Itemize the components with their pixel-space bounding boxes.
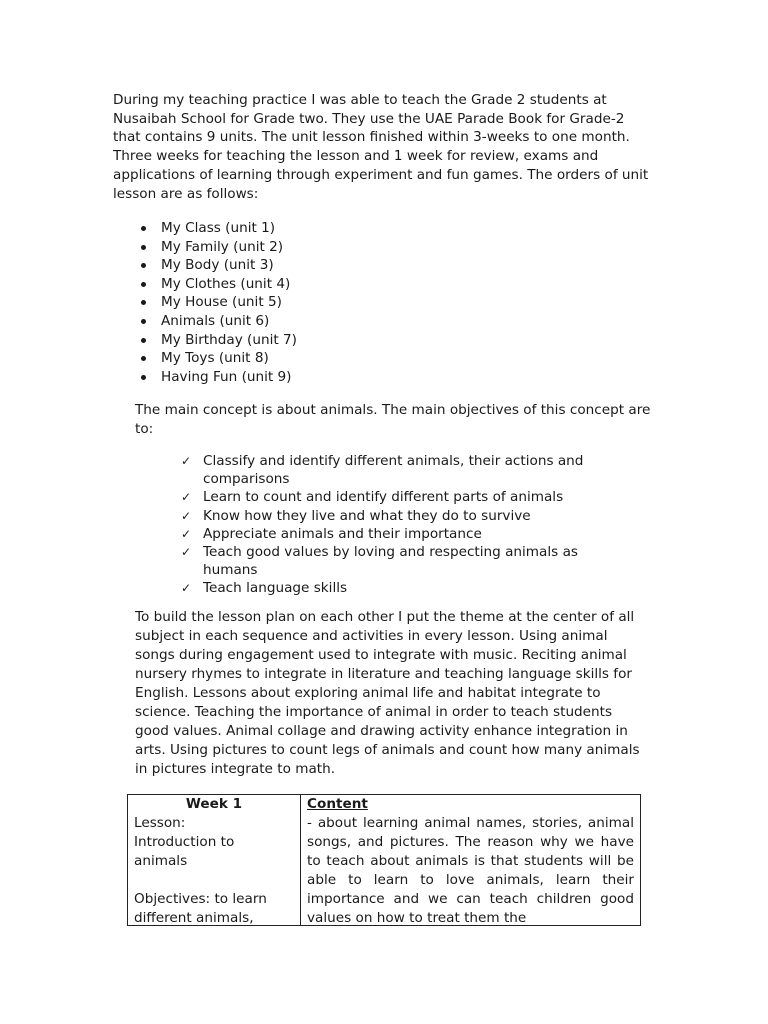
lesson-column	[128, 795, 301, 925]
objective-text: Teach language skills	[203, 580, 348, 597]
objective-text: Know how they live and what they do to survive	[203, 507, 531, 524]
unit-item: My Birthday (unit 7)	[137, 331, 297, 350]
objectives-line: Objectives: to learn	[134, 891, 267, 907]
integration-paragraph: To build the lesson plan on each other I put the theme at the center of all subject in each sequence and activities in every lesson. Using animal songs during engagement used to integrate with music. Reciting animal nursery rhymes to integrate in literature and teaching language skills for English. Lessons about exploring animal life and habitat integrate to science. Teaching the importance of animal in order to teach students good values. Animal collage and drawing activity enhance integration in arts. Using pictures to count legs of animals and count how many animals in pictures integrate to math.	[135, 609, 640, 777]
objective-item	[181, 525, 631, 543]
unit-item: My House (unit 5)	[137, 293, 297, 312]
unit-list	[137, 219, 297, 386]
objective-item	[181, 579, 631, 597]
concept-paragraph: The main concept is about animals. The main objectives of this concept are to:	[135, 402, 651, 437]
objective-text: Learn to count and identify different parts of animals	[203, 489, 564, 506]
unit-item: Having Fun (unit 9)	[137, 368, 297, 387]
objective-list	[181, 452, 631, 598]
checkmark-icon: ✓	[181, 545, 192, 560]
checkmark-icon: ✓	[181, 454, 192, 468]
objective-text: Teach good values by loving and respecting animals as humans	[203, 544, 578, 579]
lesson-title-line: animals	[134, 853, 188, 869]
content-column	[301, 795, 640, 925]
objectives-line: different animals,	[134, 910, 254, 926]
week-table	[127, 794, 641, 926]
unit-item: My Toys (unit 8)	[137, 349, 297, 368]
objective-item	[181, 507, 631, 525]
unit-item: My Clothes (unit 4)	[137, 275, 297, 294]
checkmark-icon: ✓	[181, 581, 192, 596]
objective-text: Classify and identify different animals, their actions and comparisons	[203, 453, 584, 488]
objective-text: Appreciate animals and their importance	[203, 525, 482, 542]
unit-item: Animals (unit 6)	[137, 312, 297, 331]
spacer	[134, 871, 294, 890]
intro-paragraph: During my teaching practice I was able to teach the Grade 2 students at Nusaibah School for Grade two. They use the UAE Parade Book for Grade-2 that contains 9 units. The unit lesson finished within 3-weeks to one month. Three weeks for teaching the lesson and 1 week for review, exams and applications of learning through experiment and fun games. The orders of unit lesson are as follows:	[113, 92, 649, 202]
content-text: - about learning animal names, stories, animal songs, and pictures. The reason why we have to teach about animals is that students will be able to learn to love animals, learn their importance and we can teach children good values on how to treat them the	[307, 815, 634, 926]
objective-item	[181, 543, 631, 579]
week-header: Week 1	[185, 796, 243, 812]
unit-item: My Body (unit 3)	[137, 256, 297, 275]
checkmark-icon: ✓	[181, 526, 192, 541]
lesson-title-line: Introduction to	[134, 834, 235, 850]
objective-item	[181, 452, 631, 488]
checkmark-icon: ✓	[181, 490, 192, 505]
lesson-label: Lesson:	[134, 815, 186, 831]
content-header: Content	[307, 796, 368, 812]
checkmark-icon: ✓	[181, 508, 192, 523]
unit-item: My Family (unit 2)	[137, 238, 297, 257]
unit-item: My Class (unit 1)	[137, 219, 297, 238]
objective-item	[181, 488, 631, 506]
